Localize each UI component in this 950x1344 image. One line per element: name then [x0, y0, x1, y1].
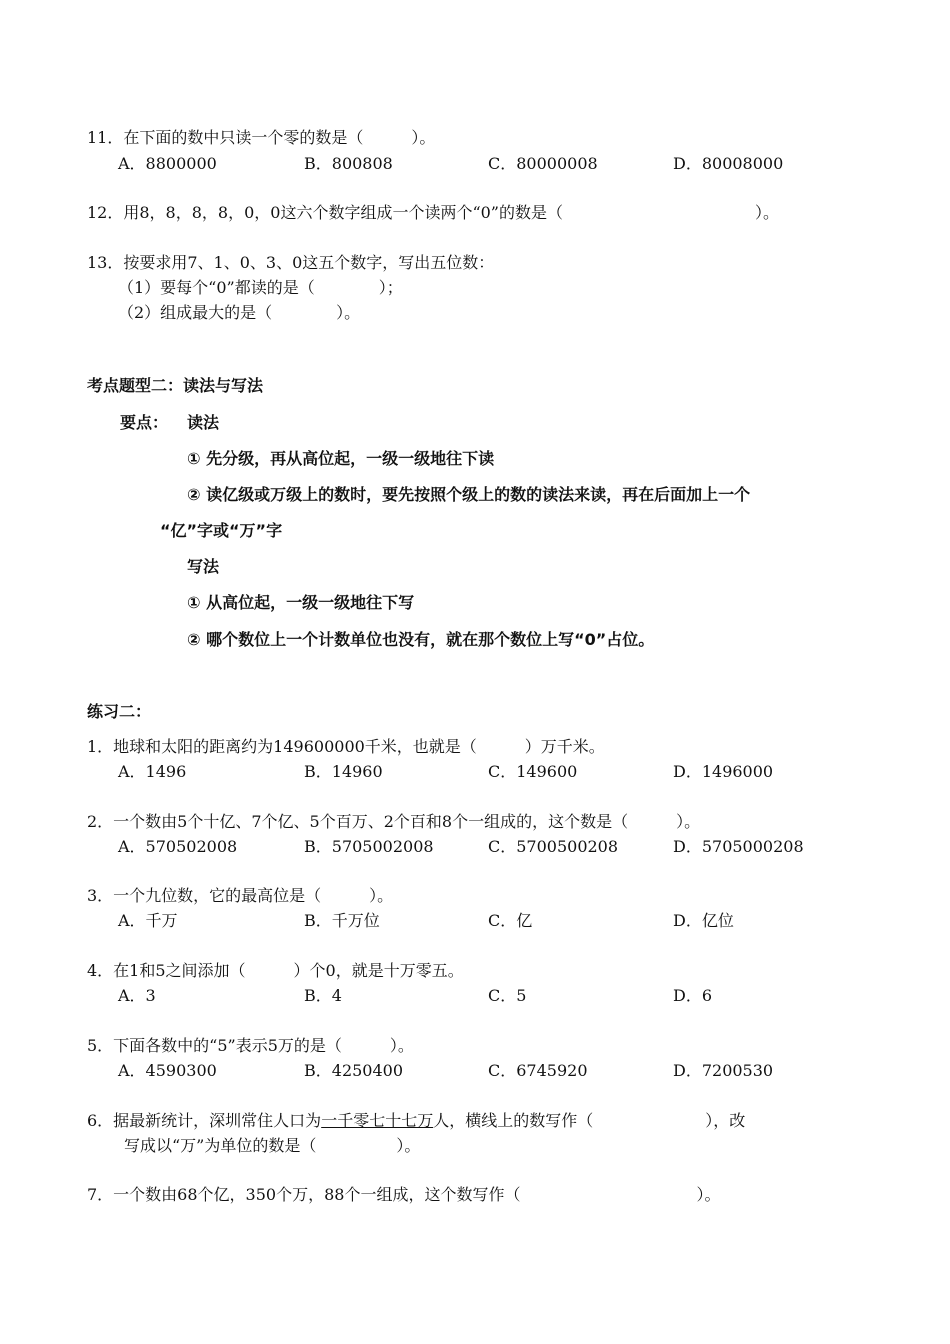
key-points-label: 要点： [120, 413, 169, 432]
p2-q6-stem-pre: 6．据最新统计，深圳常住人口为 [87, 1111, 322, 1130]
p2-q1-option-d: D．1496000 [673, 762, 774, 781]
p2-q5-option-c: C．6745920 [488, 1061, 588, 1080]
q13-sub2: （2）组成最大的是（ ）。 [118, 303, 361, 322]
p2-q5-option-a: A．4590300 [118, 1061, 217, 1080]
p2-q1-stem: 1．地球和太阳的距离约为149600000千米，也就是（ ）万千米。 [87, 737, 605, 756]
p2-q2-option-d: D．5705000208 [673, 837, 804, 856]
p2-q6-line2: 写成以“万”为单位的数是（ ）。 [124, 1136, 421, 1155]
p2-q5-option-b: B．4250400 [304, 1061, 404, 1080]
p2-q6-stem [87, 1111, 745, 1131]
p2-q3-option-d: D．亿位 [673, 911, 734, 930]
p2-q3-option-a: A．千万 [118, 911, 178, 930]
reading-point-2b: “亿”字或“万”字 [160, 521, 283, 540]
p2-q2-option-b: B．5705002008 [304, 837, 434, 856]
p2-q6-underlined-number: 一千零七十七万 [321, 1111, 434, 1130]
section2-title: 考点题型二：读法与写法 [87, 376, 264, 395]
q11-option-c: C．80000008 [488, 154, 598, 173]
p2-q1-option-c: C．149600 [488, 762, 578, 781]
p2-q5-stem: 5．下面各数中的“5”表示5万的是（ ）。 [87, 1036, 414, 1055]
p2-q4-stem: 4．在1和5之间添加（ ）个0，就是十万零五。 [87, 961, 464, 980]
p2-q6-stem-post: 人，横线上的数写作（ ），改 [433, 1111, 746, 1130]
p2-q1-option-a: A．1496 [118, 762, 187, 781]
p2-q7-stem: 7．一个数由68个亿，350个万，88个一组成，这个数写作（ ）。 [87, 1185, 721, 1204]
p2-q4-option-a: A．3 [118, 986, 156, 1005]
q12-stem: 12．用8，8，8，8，0，0这六个数字组成一个读两个“0”的数是（ ）。 [87, 203, 779, 222]
writing-point-1: ① 从高位起，一级一级地往下写 [187, 593, 415, 612]
q11-option-b: B．800808 [304, 154, 393, 173]
q11-option-d: D．80008000 [673, 154, 784, 173]
p2-q2-option-c: C．5700500208 [488, 837, 619, 856]
writing-method-title: 写法 [187, 557, 220, 576]
q13-stem: 13．按要求用7、1、0、3、0这五个数字，写出五位数： [87, 253, 495, 272]
p2-q4-option-b: B．4 [304, 986, 342, 1005]
p2-q1-option-b: B．14960 [304, 762, 383, 781]
p2-q2-stem: 2．一个数由5个十亿、7个亿、5个百万、2个百和8个一组成的，这个数是（ ）。 [87, 812, 701, 831]
p2-q3-stem: 3．一个九位数，它的最高位是（ ）。 [87, 886, 394, 905]
reading-method-title: 读法 [187, 413, 220, 432]
p2-q3-option-c: C．亿 [488, 911, 533, 930]
reading-point-1: ① 先分级，再从高位起，一级一级地往下读 [187, 449, 495, 468]
reading-point-2a: ② 读亿级或万级上的数时，要先按照个级上的数的读法来读，再在后面加上一个 [187, 485, 751, 504]
p2-q3-option-b: B．千万位 [304, 911, 380, 930]
writing-point-2: ② 哪个数位上一个计数单位也没有，就在那个数位上写“0”占位。 [187, 630, 655, 649]
p2-q4-option-d: D．6 [673, 986, 713, 1005]
p2-q5-option-d: D．7200530 [673, 1061, 774, 1080]
p2-q4-option-c: C．5 [488, 986, 527, 1005]
p2-q2-option-a: A．570502008 [118, 837, 238, 856]
q11-stem: 11．在下面的数中只读一个零的数是（ ）。 [87, 128, 436, 147]
q11-option-a: A．8800000 [118, 154, 217, 173]
q13-sub1: （1）要每个“0”都读的是（ ）； [118, 278, 403, 297]
practice2-title: 练习二： [87, 702, 152, 721]
